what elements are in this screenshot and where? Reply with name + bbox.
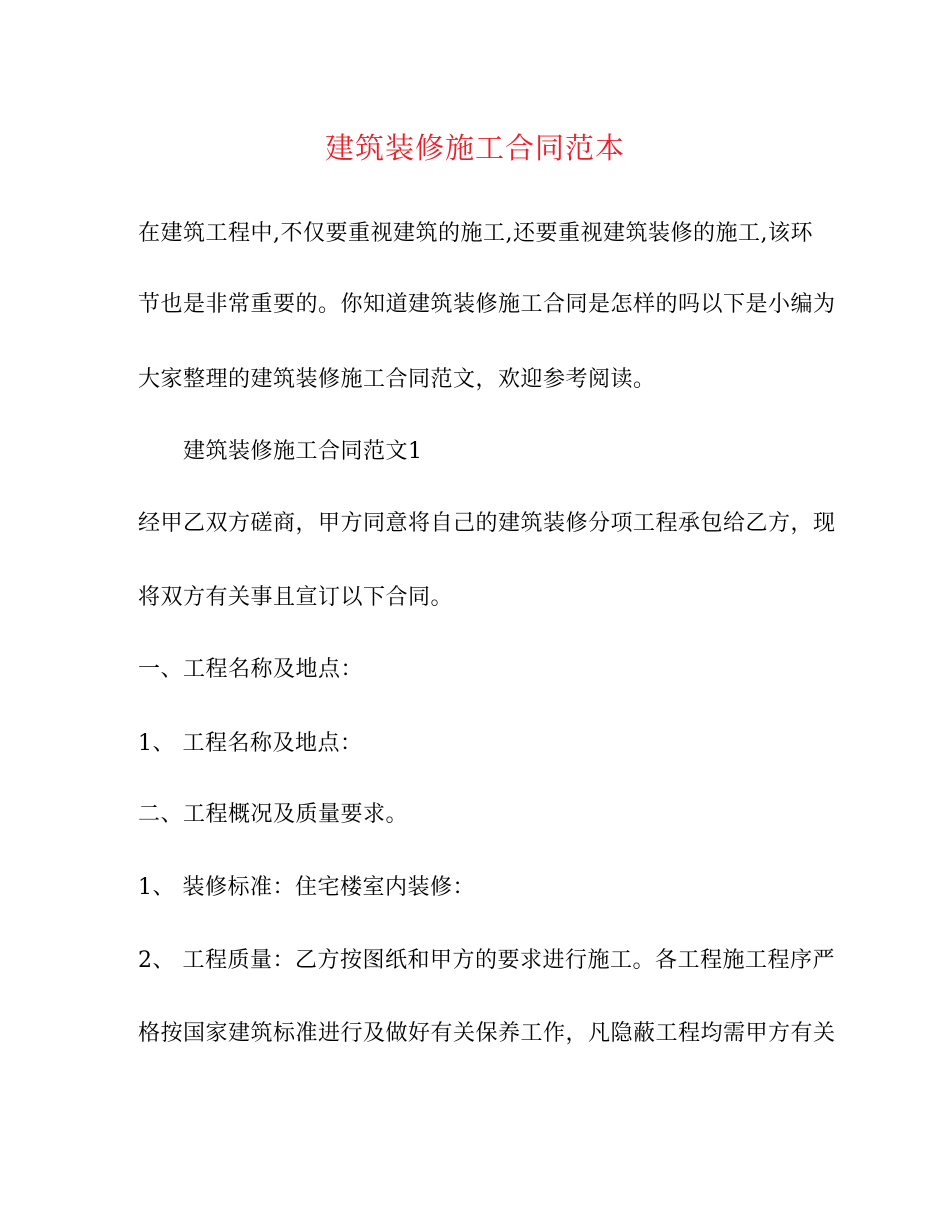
body-line-preamble-1: 经甲乙双方磋商，甲方同意将自己的建筑装修分项工程承包给乙方，现 bbox=[138, 511, 836, 536]
clause-heading-2: 二、工程概况及质量要求。 bbox=[138, 802, 409, 827]
document-title: 建筑装修施工合同范本 bbox=[324, 131, 625, 165]
clause-item-2-2-cont: 格按国家建筑标准进行及做好有关保养工作，凡隐蔽工程均需甲方有关 bbox=[138, 1021, 836, 1046]
body-line-intro-1: 在建筑工程中,不仅要重视建筑的施工,还要重视建筑装修的施工,该环 bbox=[138, 221, 813, 246]
clause-item-2-1: 1、 装修标准：住宅楼室内装修： bbox=[138, 875, 475, 900]
section-heading: 建筑装修施工合同范文1 bbox=[183, 439, 423, 464]
clause-heading-1: 一、工程名称及地点： bbox=[138, 657, 364, 682]
clause-item-2-2: 2、 工程质量：乙方按图纸和甲方的要求进行施工。各工程施工程序严 bbox=[138, 948, 835, 973]
clause-item-1-1: 1、 工程名称及地点： bbox=[138, 731, 363, 756]
body-line-intro-3: 大家整理的建筑装修施工合同范文，欢迎参考阅读。 bbox=[138, 367, 656, 392]
body-line-preamble-2: 将双方有关事且宣订以下合同。 bbox=[138, 585, 454, 610]
body-line-intro-2: 节也是非常重要的。你知道建筑装修施工合同是怎样的吗以下是小编为 bbox=[138, 292, 836, 317]
